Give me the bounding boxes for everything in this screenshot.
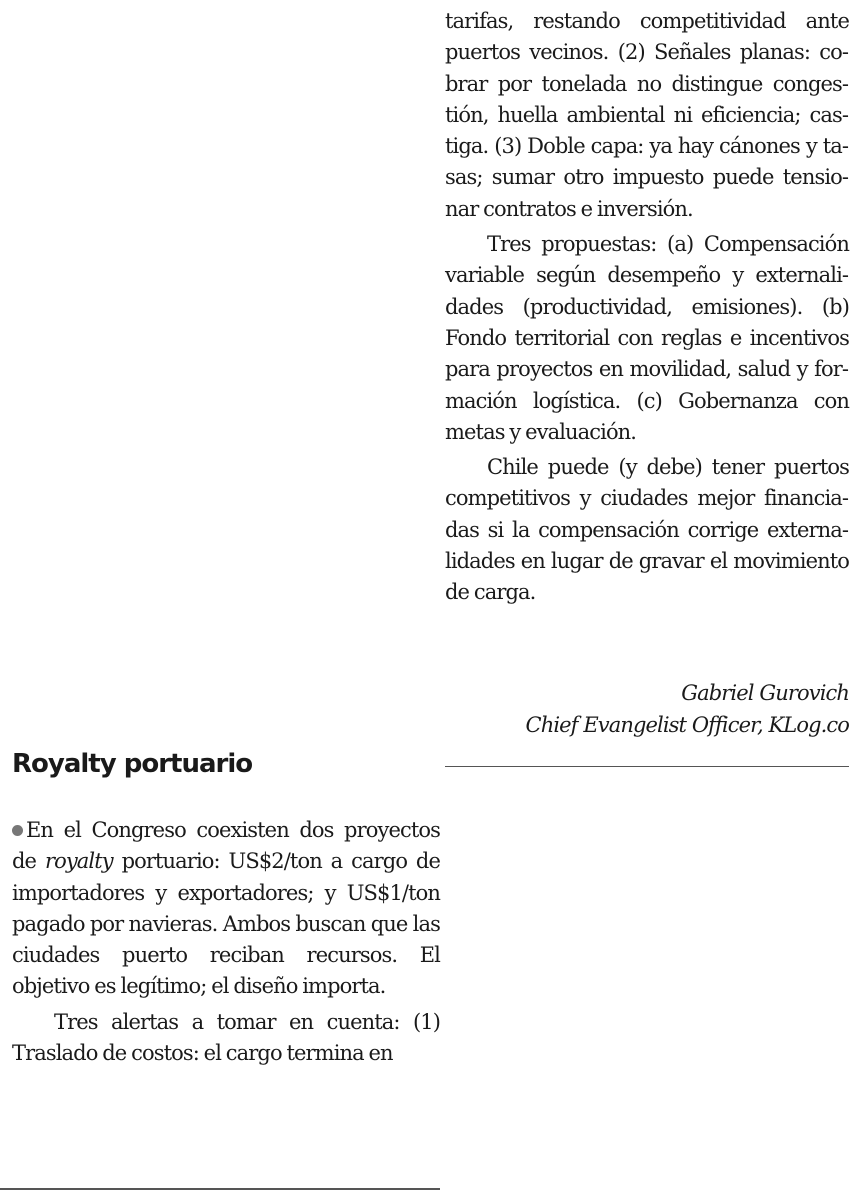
bottom-divider — [0, 1188, 440, 1190]
lead-text-start: En el Congreso coexisten dos proyectos de — [12, 818, 440, 874]
right-column-divider — [445, 766, 849, 767]
lead-text-end: portuario: US$2/ton a cargo de importadores y exportadores; y US$1/ton pagado por navieras. Ambos buscan que las ciudades puerto reciban recursos. El objetivo es legítimo; el diseño importa. — [12, 849, 440, 999]
left-column — [12, 815, 440, 1073]
lead-italic-term: royalty — [44, 849, 113, 874]
author-title: Chief Evangelist Officer, KLog.co — [525, 713, 849, 737]
author-name: Gabriel Gurovich — [681, 681, 849, 705]
author-signature — [445, 677, 849, 741]
article-headline: Royalty portuario — [12, 749, 253, 779]
lead-paragraph — [12, 815, 440, 1003]
body-paragraph: Chile puede (y debe) tener puertos competitivos y ciudades mejor financiadas si la compensación corrige externalidades en lugar de gravar el movimiento de carga. — [445, 455, 849, 605]
bullet-icon — [12, 825, 23, 836]
body-paragraph: Tres alertas a tomar en cuenta: (1) Traslado de costos: el cargo termina en — [12, 1009, 440, 1066]
body-paragraph: Tres propuestas: (a) Compensación variable según desempeño y externalidades (productividad, emisiones). (b) Fondo territorial con reglas e incentivos para proyectos en movilidad, salud y formación logística. (c) Gobernanza con metas y evaluación. — [445, 232, 849, 444]
body-paragraph: tarifas, restando competitividad ante puertos vecinos. (2) Señales planas: cobrar por tonelada no distingue congestión, huella ambiental ni eficiencia; castiga. (3) Doble capa: ya hay cánones y tasas; sumar otro impuesto puede tensionar contratos e inversión. — [445, 9, 849, 221]
right-column — [445, 6, 849, 613]
